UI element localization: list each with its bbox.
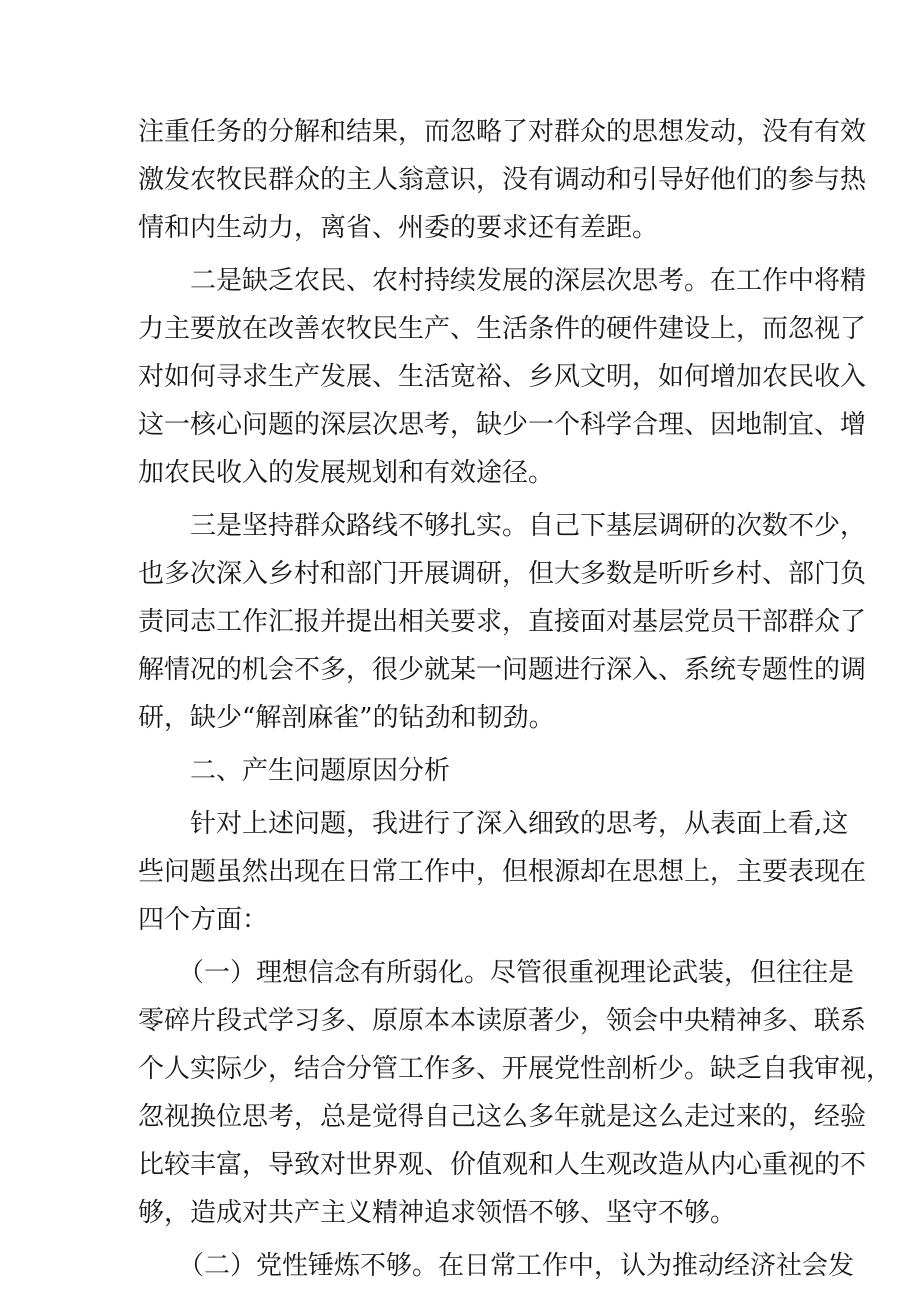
text-line: 二是缺乏农民、农村持续发展的深层次思考。在工作中将精 — [190, 266, 867, 296]
section-heading — [138, 747, 798, 795]
text-line: （一）理想信念有所弱化。尽管很重视理论武装，但往往是 — [178, 958, 855, 988]
text-line: 力主要放在改善农牧民生产、生活条件的硬件建设上，而忽视了 — [138, 314, 867, 344]
text-line: 够，造成对共产主义精神追求领悟不够、坚守不够。 — [138, 1198, 737, 1228]
text-line: 些问题虽然出现在日常工作中，但根源却在思想上，主要表现在 — [138, 857, 867, 887]
text-line: 个人实际少，结合分管工作多、开展党性剖析少。缺乏自我审视， — [138, 1054, 893, 1084]
text-line: 二、产生问题原因分析 — [190, 756, 451, 786]
paragraph-continued — [138, 108, 867, 252]
text-line: 忽视换位思考，总是觉得自己这么多年就是这么走过来的，经验 — [138, 1102, 867, 1132]
text-line: 三是坚持群众路线不够扎实。自己下基层调研的次数不少， — [190, 511, 867, 541]
paragraph-analysis-intro — [138, 800, 867, 944]
text-line: 这一核心问题的深层次思考，缺少一个科学合理、因地制宜、增 — [138, 410, 867, 440]
text-line: 注重任务的分解和结果，而忽略了对群众的思想发动，没有有效 — [138, 117, 867, 147]
text-line: 激发农牧民群众的主人翁意识，没有调动和引导好他们的参与热 — [138, 165, 867, 195]
text-line: 责同志工作汇报并提出相关要求，直接面对基层党员干部群众了 — [138, 607, 867, 637]
document-body — [138, 108, 893, 1295]
text-line: 针对上述问题，我进行了深入细致的思考，从表面上看,这 — [190, 809, 849, 839]
text-line: 四个方面： — [138, 905, 269, 935]
paragraph-point-two — [138, 257, 867, 497]
text-line: 加农民收入的发展规划和有效途径。 — [138, 458, 555, 488]
paragraph-subsection-one — [138, 949, 893, 1237]
text-line: 也多次深入乡村和部门开展调研，但大多数是听听乡村、部门负 — [138, 559, 867, 589]
text-line: 解情况的机会不多，很少就某一问题进行深入、系统专题性的调 — [138, 655, 867, 685]
text-line: 零碎片段式学习多、原原本本读原著少，领会中央精神多、联系 — [138, 1006, 867, 1036]
text-line: 对如何寻求生产发展、生活宽裕、乡风文明，如何增加农民收入 — [138, 362, 867, 392]
paragraph-subsection-two — [138, 1242, 855, 1290]
text-line: （二）党性锤炼不够。在日常工作中，认为推动经济社会发 — [178, 1251, 855, 1281]
paragraph-point-three — [138, 502, 867, 742]
text-line: 比较丰富，导致对世界观、价值观和人生观改造从内心重视的不 — [138, 1150, 867, 1180]
text-line: 情和内生动力，离省、州委的要求还有差距。 — [138, 213, 659, 243]
text-line: 研，缺少“解剖麻雀”的钻劲和韧劲。 — [138, 703, 555, 733]
